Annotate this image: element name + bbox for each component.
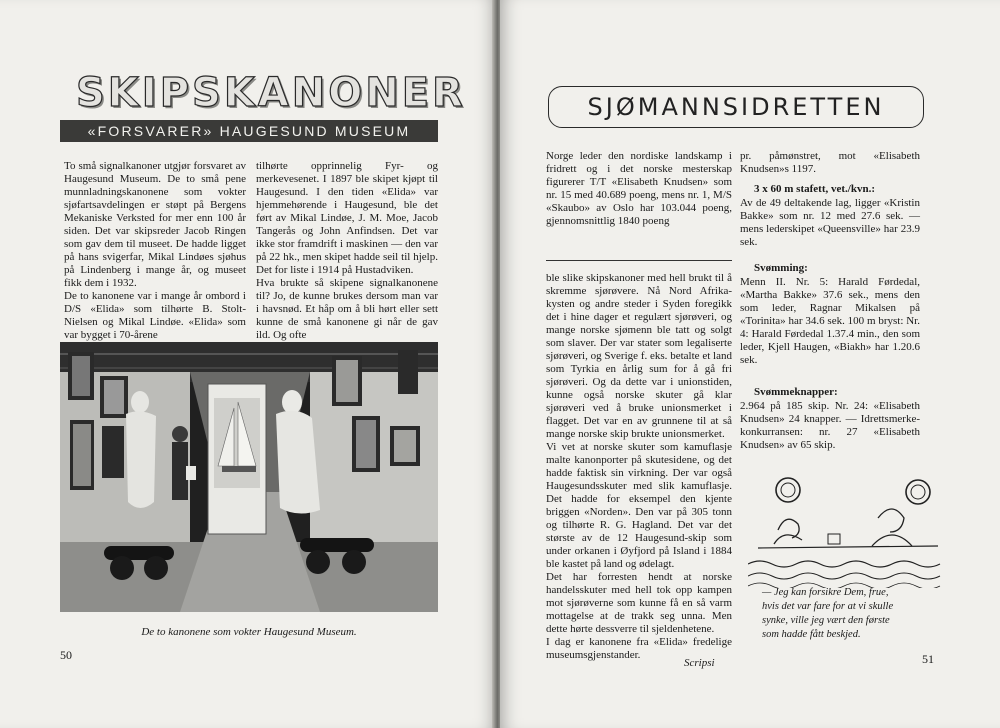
article-title: SKIPSKANONER <box>76 70 466 116</box>
svommeknapper-heading: Svømmeknapper: <box>754 386 838 398</box>
sport-intro-continued: pr. påmønstret, mot «Elisabeth Knudsen»s 1197. <box>740 150 920 175</box>
page-number-left: 50 <box>60 648 72 662</box>
museum-interior-illustration <box>60 342 438 612</box>
photo-caption: De to kanonene som vokter Haugesund Museum. <box>141 626 357 638</box>
svommeknapper-text: 2.964 på 185 skip. Nr. 24: «Elisabeth Knudsen» 24 knapper. — Idrettsmerke-konkurransen: nr. 27 «Elisabeth Knudsen» av 65 skip. <box>740 400 920 451</box>
stafett-text: Av de 49 deltakende lag, ligger «Kristin Bakke» som nr. 12 med 27.6 sek. — mens lederskipet «Queensville» har 23.9 sek. <box>740 197 920 248</box>
article-continuation-column: ble slike skipskanoner med hell brukt til å skremme sjørøvere. Nå Nord Afrika-kysten og andre steder i Syden foregikk det i hine dager et regulært sjørøveri, og mange norske sjømenn ble tatt og solgt som slaver. Der var stater som legaliserte sjørøveri, og Sverige f. eks. betalte et land som Tyrkia en årlig sum for å gå fri sjørøveri. Og da dette var i unionstiden, kunne også norske skuter gå klar sjørøveri ved å bruke unionsmerket i flagget. Det var en av grunnene til at så mange norske skip brukte unionsmerket. Vi vet at norske skuter som kamuflasje malte kanonporter på skutesidene, og det hadde faktisk sin virkning. Der var også Haugesundsskuter med slik kamuflasje. Det hadde for eksempel den kjente briggen «Norden». Den var på 305 tonn og tilhørte R. G. Hagland. Det var det største av de 12 Haugesund-skip som under orkanen i Øyfjord på Island i 1884 ble kastet på land og ødelagt. Det har forresten hendt at norske handelsskuter med hell tok opp kampen mot sjørøverne som kunne få en så varm mottagelse at de trakk seg unna. Men dette hørte dessverre til sjeldenhetene. I dag er kanonene fra «Elida» fredelige museumsgjenstander. <box>546 272 732 661</box>
section-header: SJØMANNSIDRETTEN <box>548 86 924 128</box>
stafett-heading: 3 x 60 m stafett, vet./kvn.: <box>754 183 875 195</box>
article-column-2: tilhørte opprinnelig Fyr- og merkevesenet. I 1897 ble skipet kjøpt til Haugesund. I den tiden «Elida» var hjemmehørende i Haugesund, ble det ført av Mikal Lindøe, J. M. Moe, Jacob Tangerås og John Anfindsen. Det var ikke stor framdrift i maskinen — den var på 22 hk., men skipet hadde seil til hjelp. Det for liste i 1914 på Hustadviken. Hva brukte så skipene signalkanonene til? Jo, de kunne brukes dersom man var i havsnød. Et håp om å bli hørt eller sett kunne de små kanonene gi når de gav ild. Og ofte <box>256 160 438 341</box>
page-number-right: 51 <box>922 652 934 666</box>
museum-photo <box>60 342 438 612</box>
article-subtitle-bar: «FORSVARER» HAUGESUND MUSEUM <box>60 120 438 142</box>
article-column-1: To små signalkanoner utgjør forsvaret av Haugesund Museum. De to små pene munnladningskanonene som vokter sjøfartsavdelingen er støpt på Bergens Mekaniske Verksted for mer enn 100 år siden. Det var skipsreder Jacob Ringen som gav dem til museet. De hadde ligget på hans svigerfar, Mikal Lindøes sjøhus på Lindenberg i mange år, og museet fikk dem i 1932. De to kanonene var i mange år ombord i D/S «Elida» som tilhørte B. Stolt-Nielsen og Mikal Lindøe. «Elida» som var bygget i 70-årene <box>64 160 246 341</box>
article-signature: Scripsi <box>684 657 715 669</box>
column-divider <box>546 260 732 261</box>
right-page <box>500 0 1000 728</box>
sport-intro-column: Norge leder den nordiske landskamp i fridrett og i det norske mesterskap figurerer T/T «Elisabeth Knudsen» som nr. 15 med 40.689 poeng, mens nr. 1, M/S «Skaubo» av Oslo har 103.044 poeng, gjennomsnittlig 1840 poeng <box>546 150 732 227</box>
cartoon-caption: — Jeg kan forsikre Dem, frue, hvis det var fare for at vi skulle synke, ville jeg vært den første som hadde fått beskjed. <box>762 587 894 640</box>
cartoon-illustration <box>748 468 948 588</box>
left-page <box>0 0 496 728</box>
svomming-heading: Svømming: <box>754 262 808 274</box>
svomming-text: Menn II. Nr. 5: Harald Førdedal, «Martha Bakke» 37.6 sek., mens den som leder, Ragnar Mikalsen på «Torinita» har 34.6 sek. 100 m bryst: Nr. 4: Harald Førdedal 1.37.4 min., den som leder, Kjell Haugen, «Biakh» har 1.20.6 sek. <box>740 276 920 366</box>
